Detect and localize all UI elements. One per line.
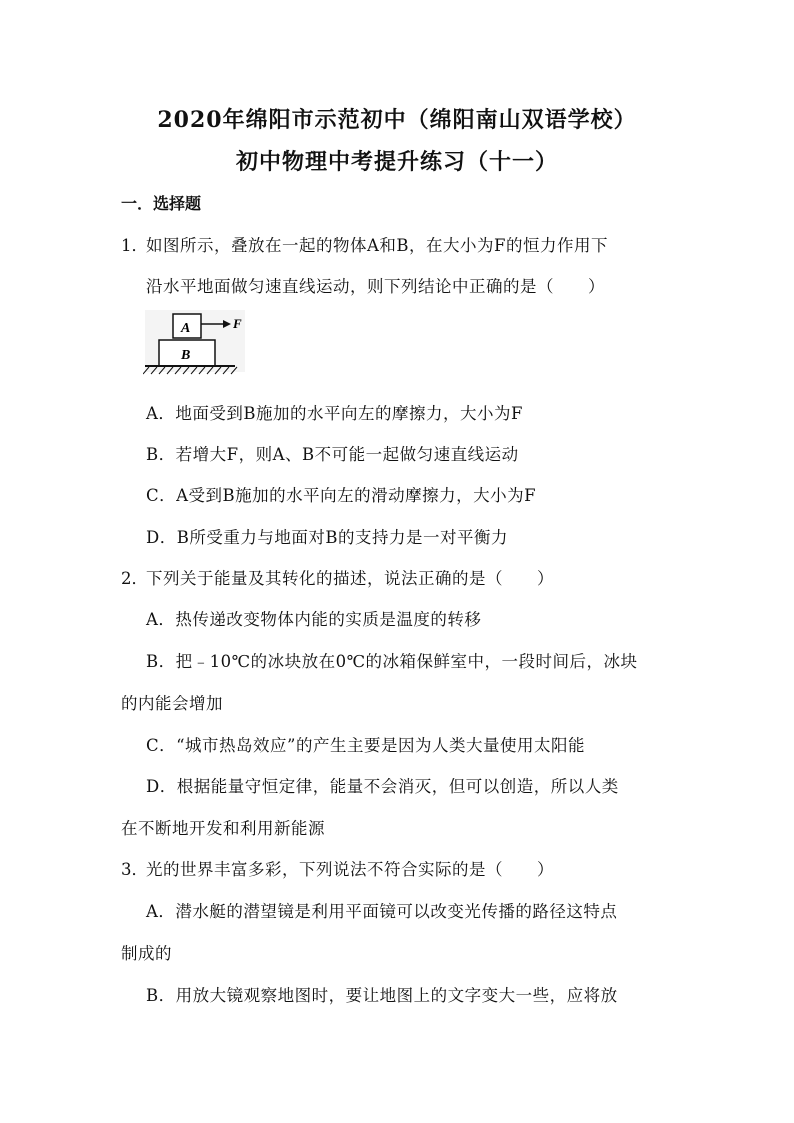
question-1-option-a: A．地面受到B施加的水平向左的摩擦力，大小为F (146, 404, 523, 423)
question-2-option-b-line2: 的内能会增加 (121, 694, 223, 713)
document-title-line2: 初中物理中考提升练习（十一） (235, 149, 558, 175)
question-2-option-a: A．热传递改变物体内能的实质是温度的转移 (146, 610, 482, 629)
label-a: A (181, 321, 191, 336)
question-1-option-c: C．A受到B施加的水平向左的滑动摩擦力，大小为F (146, 486, 537, 505)
question-3-option-a-line2: 制成的 (121, 944, 172, 963)
section-heading: 一．选择题 (121, 194, 202, 213)
question-2-number: 2． (121, 569, 148, 588)
question-1-stem-line1: 如图所示，叠放在一起的物体A和B，在大小为F的恒力作用下 (146, 236, 608, 255)
label-b: B (181, 348, 191, 363)
question-2-option-d-line2: 在不断地开发和利用新能源 (121, 819, 325, 838)
question-1-stem-line2: 沿水平地面做匀速直线运动，则下列结论中正确的是（ ） (146, 277, 605, 296)
question-1-option-d: D．B所受重力与地面对B的支持力是一对平衡力 (146, 528, 508, 547)
question-3-option-b-line1: B．用放大镜观察地图时，要让地图上的文字变大一些，应将放 (146, 986, 618, 1005)
document-title-line1: 2020年绵阳市示范初中（绵阳南山双语学校） (157, 107, 637, 133)
question-2-stem-line1: 下列关于能量及其转化的描述，说法正确的是（ ） (146, 569, 554, 588)
question-2-option-d-line1: D．根据能量守恒定律，能量不会消灭，但可以创造，所以人类 (146, 777, 619, 796)
question-1-option-b: B．若增大F，则A、B不可能一起做匀速直线运动 (146, 445, 519, 464)
question-2-option-b-line1: B．把﹣10℃的冰块放在0℃的冰箱保鲜室中，一段时间后，冰块 (146, 652, 638, 671)
question-3-number: 3． (121, 860, 148, 879)
question-1-number: 1． (121, 236, 148, 255)
question-2-option-c: C．“城市热岛效应”的产生主要是因为人类大量使用太阳能 (146, 736, 585, 755)
label-force: F (233, 316, 242, 331)
question-1-figure (143, 310, 253, 380)
question-3-option-a-line1: A．潜水艇的潜望镜是利用平面镜可以改变光传播的路径这特点 (146, 902, 618, 921)
question-3-stem-line1: 光的世界丰富多彩，下列说法不符合实际的是（ ） (146, 860, 554, 879)
